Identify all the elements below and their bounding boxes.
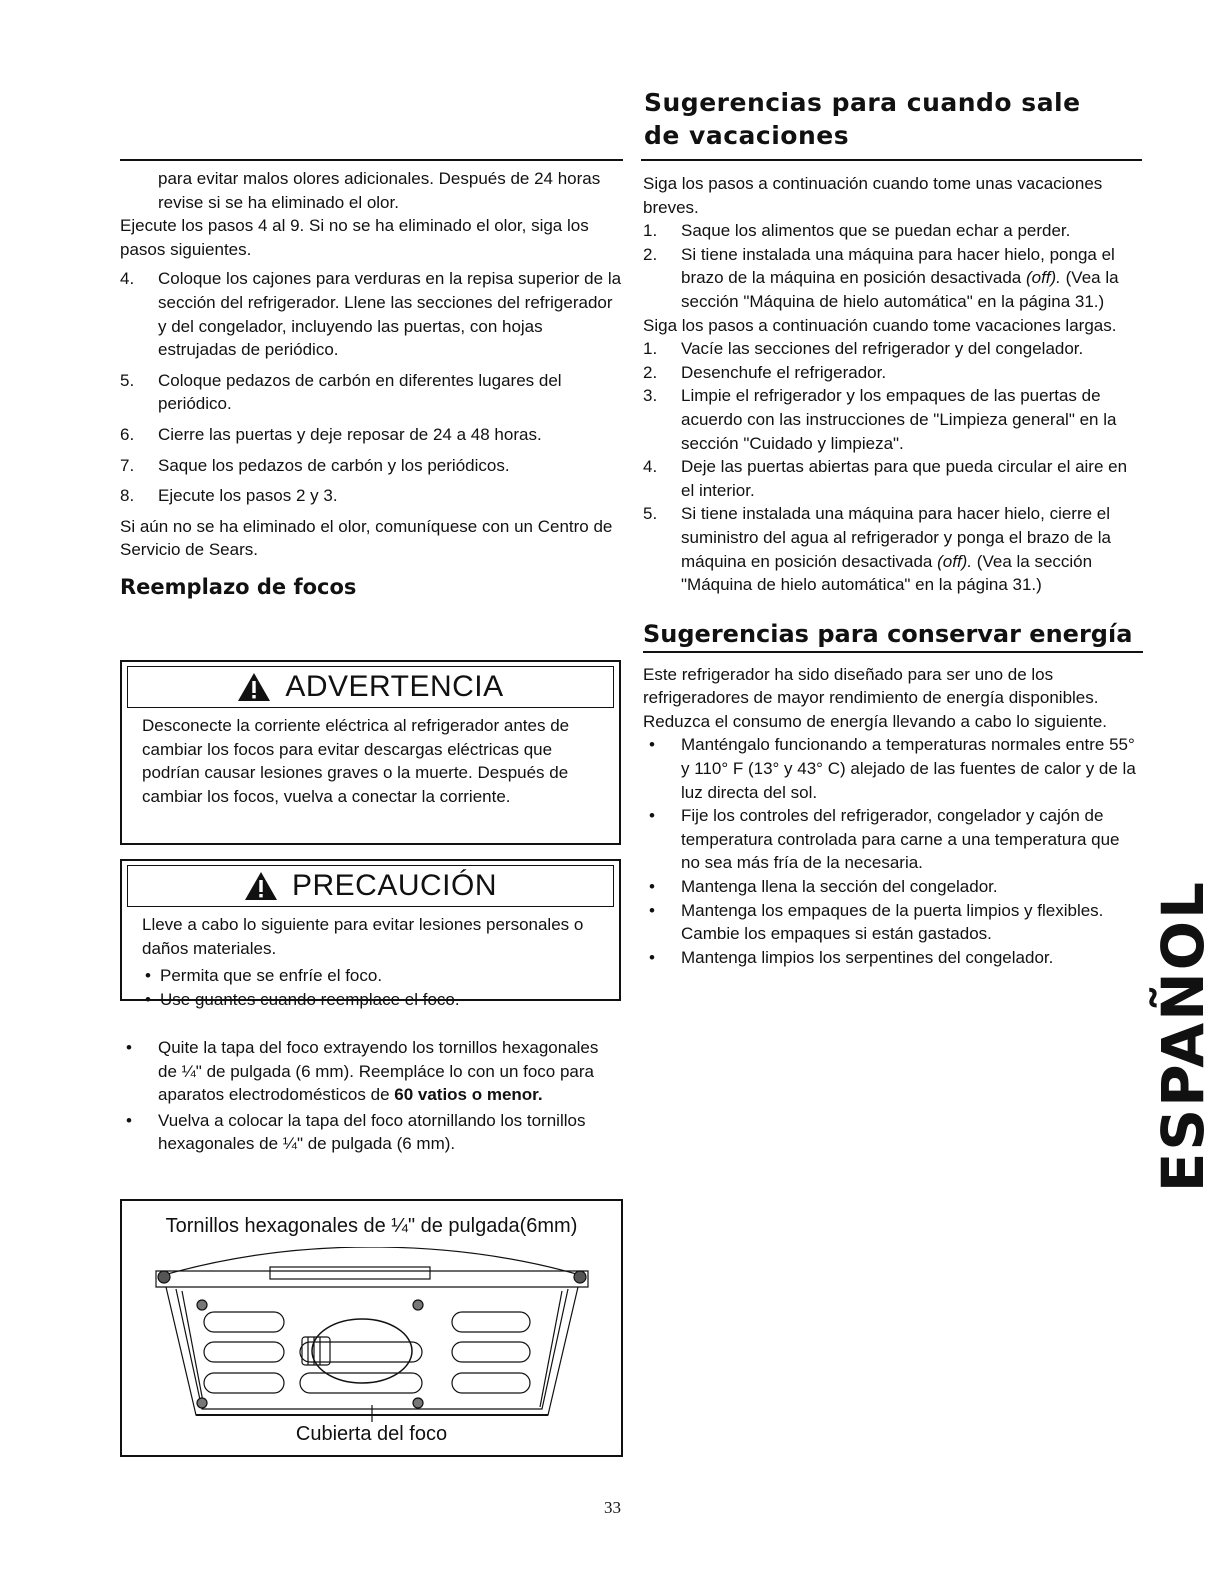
list-item: • Manténgalo funcionando a temperaturas normales entre 55° y 110° F (13° y 43° C) alejado de las fuentes de calor y de la luz directa del sol. xyxy=(649,735,1136,802)
page-number: 33 xyxy=(604,1498,621,1517)
sears-service-text: Si aún no se ha eliminado el olor, comuníquese con un Centro de Servicio de Sears. xyxy=(120,516,613,560)
list-item: • Mantenga llena la sección del congelador. xyxy=(649,877,998,897)
list-item: • Fije los controles del refrigerador, congelador y cajón de temperatura controlada para carne a una temperatura que no sea más fría de la necesaria. xyxy=(649,806,1120,873)
list-item: • Permita que se enfríe el foco. xyxy=(142,964,601,988)
list-item: 5. Coloque pedazos de carbón en diferentes lugares del periódico. xyxy=(120,370,562,414)
odor-steps-text: Ejecute los pasos 4 al 9. Si no se ha eliminado el olor, siga los pasos siguientes. xyxy=(120,216,589,259)
caution-text: Lleve a cabo lo siguiente para evitar lesiones personales o daños materiales. xyxy=(142,915,584,958)
bulb-instructions xyxy=(120,1036,620,1156)
list-item: 3. Limpie el refrigerador y los empaques de las puertas de acuerdo con las instrucciones de "Limpieza general" en la sección "Cuidado y limpieza". xyxy=(643,386,1117,453)
energy-intro: Este refrigerador ha sido diseñado para ser uno de los refrigeradores de mayor rendimiento de energía disponibles. Reduzca el consumo de energía llevando a cabo lo siguiente. xyxy=(643,664,1108,731)
list-item: 1. Vacíe las secciones del refrigerador y del congelador. xyxy=(643,339,1084,359)
divider-right xyxy=(641,159,1142,161)
list-item: • Mantenga los empaques de la puerta limpios y flexibles. Cambie los empaques si están gastados. xyxy=(649,900,1104,944)
warning-triangle-icon xyxy=(244,871,278,901)
screws-label: Tornillos hexagonales de ¼" de pulgada(6mm) xyxy=(165,1215,578,1237)
bulb-cover-diagram xyxy=(152,1247,592,1422)
list-item: 2. Si tiene instalada una máquina para hacer hielo, ponga el brazo de la máquina en posición desactivada (off). (Vea la sección "Máquina de hielo automática" en la página 31.) xyxy=(643,244,1119,311)
warning-title: ADVERTENCIA xyxy=(285,670,504,703)
list-item: 6. Cierre las puertas y deje reposar de 24 a 48 horas. xyxy=(120,424,542,444)
caution-box xyxy=(120,859,621,1009)
bulb-replacement-heading: Reemplazo de focos xyxy=(120,574,357,599)
list-item: 4. Deje las puertas abiertas para que pueda circular el aire en el interior. xyxy=(643,457,1128,500)
cover-label: Cubierta del foco xyxy=(295,1423,448,1445)
short-vacation-steps xyxy=(643,219,1143,313)
vacation-heading: Sugerencias para cuando sale de vacaciones xyxy=(644,88,1081,150)
warning-title-bar xyxy=(127,666,614,708)
list-item: 8. Ejecute los pasos 2 y 3. xyxy=(120,486,338,506)
warning-box xyxy=(120,660,621,845)
long-vacation-steps xyxy=(643,337,1143,597)
language-tab: ESPAÑOL xyxy=(1149,880,1217,1193)
caution-list xyxy=(142,964,601,1011)
caution-title-bar xyxy=(127,865,614,907)
odor-steps-list xyxy=(120,267,625,507)
divider-left xyxy=(120,159,623,161)
list-item: 1. Saque los alimentos que se puedan echar a perder. xyxy=(643,221,1071,241)
list-item: • Mantenga limpios los serpentines del congelador. xyxy=(649,947,1054,967)
list-item: • Vuelva a colocar la tapa del foco atornillando los tornillos hexagonales de ¼" de pulgada (6 mm). xyxy=(126,1110,586,1154)
short-vacation-intro: Siga los pasos a continuación cuando tome unas vacaciones breves. xyxy=(643,174,1103,217)
list-item: 5. Si tiene instalada una máquina para hacer hielo, cierre el suministro del agua al refrigerador y ponga el brazo de la máquina en posición desactivada (off). (Vea la sección "Máquina de hielo automática" en la página 31.) xyxy=(643,504,1111,595)
warning-triangle-icon xyxy=(237,672,271,702)
energy-heading: Sugerencias para conservar energía xyxy=(643,619,1143,653)
list-item: • Use guantes cuando reemplace el foco. xyxy=(142,988,601,1012)
right-column xyxy=(643,172,1143,969)
list-item: 4. Coloque los cajones para verduras en la repisa superior de la sección del refrigerador. Llene las secciones del refrigerador y del congelador, incluyendo las puertas, con hojas estrujadas de periódico. xyxy=(120,269,622,360)
wattage-note: 60 vatios o menor. xyxy=(394,1085,543,1105)
caution-title: PRECAUCIÓN xyxy=(291,869,498,902)
warning-text: Desconecte la corriente eléctrica al refrigerador antes de cambiar los focos para evitar descargas eléctricas que podrían causar lesiones graves o la muerte. Después de cambiar los focos, vuelva a conectar la corriente. xyxy=(142,716,570,806)
left-column xyxy=(120,167,625,600)
odor-continued-text: para evitar malos olores adicionales. Después de 24 horas revise si se ha eliminado el olor. xyxy=(158,169,601,212)
list-item: 2. Desenchufe el refrigerador. xyxy=(643,362,887,382)
bulb-cover-figure xyxy=(120,1199,623,1457)
list-item: 7. Saque los pedazos de carbón y los periódicos. xyxy=(120,455,510,475)
list-item: • Quite la tapa del foco extrayendo los tornillos hexagonales de ¼" de pulgada (6 mm). Reempláce lo con un foco para aparatos electrodomésticos de 60 vatios o menor. xyxy=(126,1038,599,1105)
energy-tips-list xyxy=(643,733,1143,969)
long-vacation-intro: Siga los pasos a continuación cuando tome vacaciones largas. xyxy=(643,315,1117,335)
